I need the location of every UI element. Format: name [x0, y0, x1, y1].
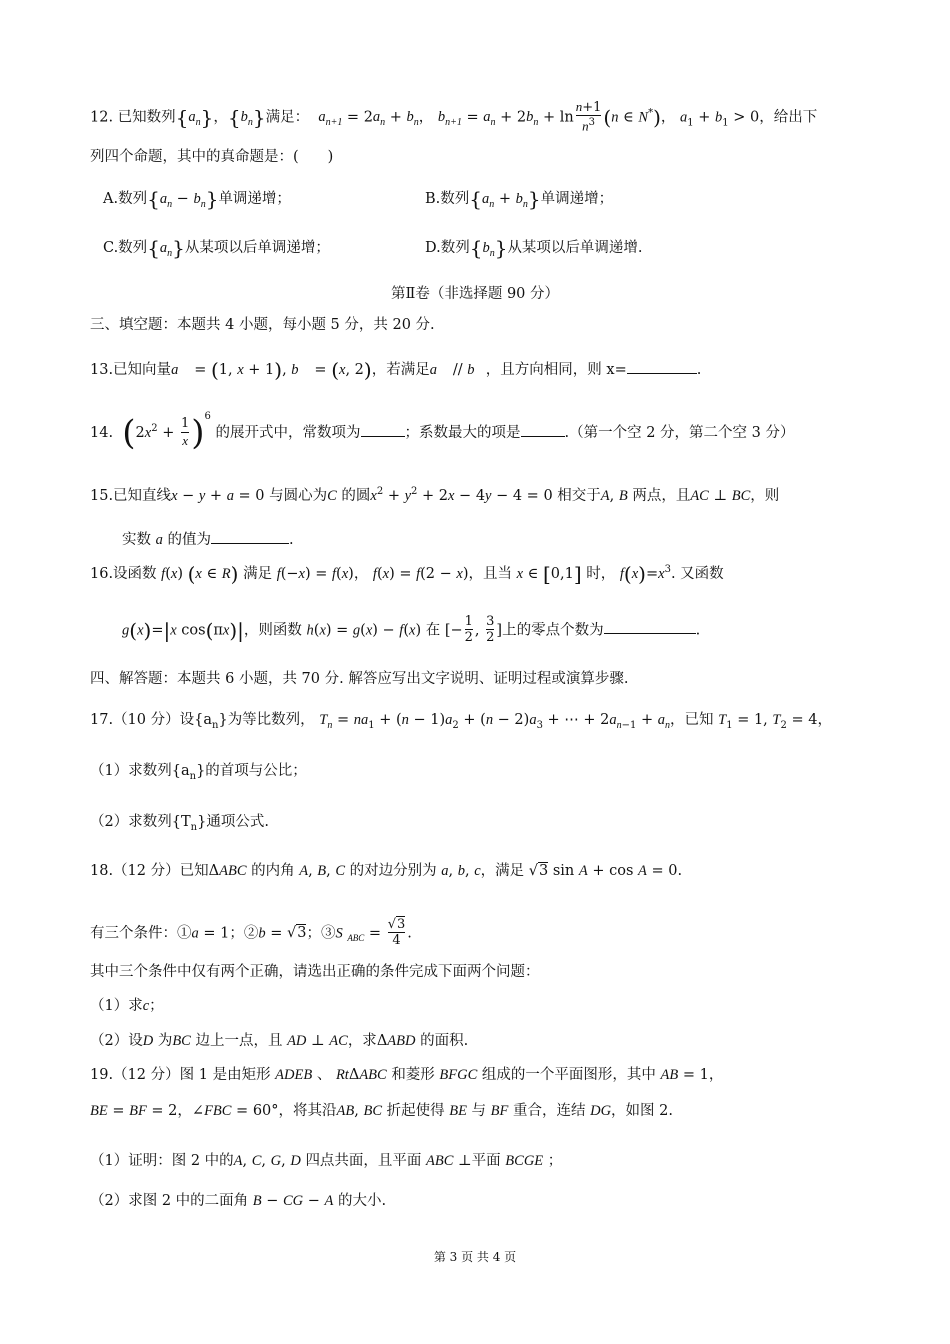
- q15-answer-blank[interactable]: [211, 531, 289, 544]
- q18-line1: 18.（12 分）已知ΔABC 的内角 A, B, C 的对边分别为 a, b, c，满足 √3 sin A + cos A = 0.: [90, 863, 683, 879]
- fill-header: 三、填空题：本题共 4 小题，每小题 5 分，共 20 分.: [90, 317, 435, 333]
- q13-answer-blank[interactable]: [627, 361, 697, 374]
- q14: 14. ($2x^2$ + $\frac{1}{x}$ )$^6$ 的展开式中，常数项为 ；系数最大的项是 .（第一个空 2 分，第二个空 3 分）: [90, 411, 795, 453]
- section2-title: 第Ⅱ卷（非选择题 90 分）: [390, 286, 560, 302]
- solve-header: 四、解答题：本题共 6 小题，共 70 分. 解答应写出文字说明、证明过程或演算步骤.: [90, 671, 629, 687]
- q17-part2: （2）求数列$\{T_n\}$通项公式.: [90, 814, 269, 833]
- q18-conditions: 有三个条件：①a = 1；②b = √3；③S $_{ABC}$ = $\frac{√3}{4}$ .: [90, 917, 412, 949]
- q19-part1: （1）证明：图 2 中的A, C, G, D 四点共面，且平面 ABC ⊥平面 BCGE ；: [90, 1153, 563, 1169]
- q14-blank-2[interactable]: [521, 424, 565, 437]
- q16-answer-blank[interactable]: [604, 621, 696, 634]
- q18-part2: （2）设D 为BC 边上一点，且 AD ⊥ AC，求ΔABD 的面积.: [90, 1033, 469, 1049]
- q12-option-d[interactable]: D.数列$\{b_n\}$从某项以后单调递增.: [425, 236, 643, 260]
- q12-line1: 12. 已知数列$\{a_n\}$，$\{b_n\}$满足： $a_{n+1} = 2a_n + b_n$， $b_{n+1} = a_n + 2b_n + \ln$ $\frac{n+1}{n^3}$ (n ∈ N*)， $a_1 + b_1 > 0$，给出下: [90, 99, 818, 134]
- q17-part1: （1）求数列$\{a_n\}$的首项与公比；: [90, 763, 307, 782]
- q13: 13.已知向量a⃗ = (1, x + 1), b⃗ = (x, 2)，若满足a⃗ // b⃗，且方向相同，则 x= .: [90, 358, 702, 382]
- q12-option-b[interactable]: B.数列$\{a_n + b_n\}$单调递增；: [425, 187, 614, 211]
- q12-line2: 列四个命题，其中的真命题是：( ): [90, 149, 334, 165]
- q19-line1: 19.（12 分）图 1 是由矩形 ADEB 、 RtΔABC 和菱形 BFGC 组成的一个平面图形，其中 AB = 1，: [90, 1067, 724, 1083]
- q16-line1: 16.设函数 f(x) (x ∈ R) 满足 f(−x) = f(x)， f(x) = f(2 − x)，且当 x ∈ [0,1] 时， $f(x)=x^3$. 又函数: [90, 561, 724, 586]
- q12-option-c[interactable]: C.数列$\{a_n\}$从某项以后单调递增；: [103, 236, 330, 260]
- q19-part2: （2）求图 2 中的二面角 B − CG − A 的大小.: [90, 1193, 387, 1209]
- q16-line2: g(x)=|x cos(πx)|，则函数 h(x) = g(x) − f(x) 在 [− $\frac{1}{2}$ , $\frac{3}{2}$ ]上的零点个数为 .: [122, 614, 701, 646]
- q19-line2: BE = BF = 2，∠FBC = 60°，将其沿AB, BC 折起使得 BE 与 BF 重合，连结 DG，如图 2.: [90, 1103, 673, 1119]
- q15-line1: 15.已知直线x − y + a = 0 与圆心为C 的圆$x^2 + y^2 + 2x - 4y - 4 = 0$ 相交于A, B 两点，且AC ⊥ BC，则: [90, 486, 780, 504]
- q14-blank-1[interactable]: [361, 424, 405, 437]
- q12-option-a[interactable]: A.数列$\{a_n - b_n\}$单调递增；: [103, 187, 291, 211]
- q18-intro: 其中三个条件中仅有两个正确，请选出正确的条件完成下面两个问题：: [90, 964, 540, 980]
- q15-line2: 实数 a 的值为 .: [122, 532, 294, 548]
- page-footer: 第 3 页 共 4 页: [433, 1250, 517, 1264]
- q17-line1: 17.（10 分）设$\{a_n\}$为等比数列， $T_n = na_1 + (n - 1)a_2 + (n - 2)a_3$ + ⋯ + $2a_{n-1} + a_n$，已知 $T_1 = 1$, $T_2 = 4$，: [90, 712, 832, 731]
- q18-part1: （1）求c；: [90, 998, 164, 1014]
